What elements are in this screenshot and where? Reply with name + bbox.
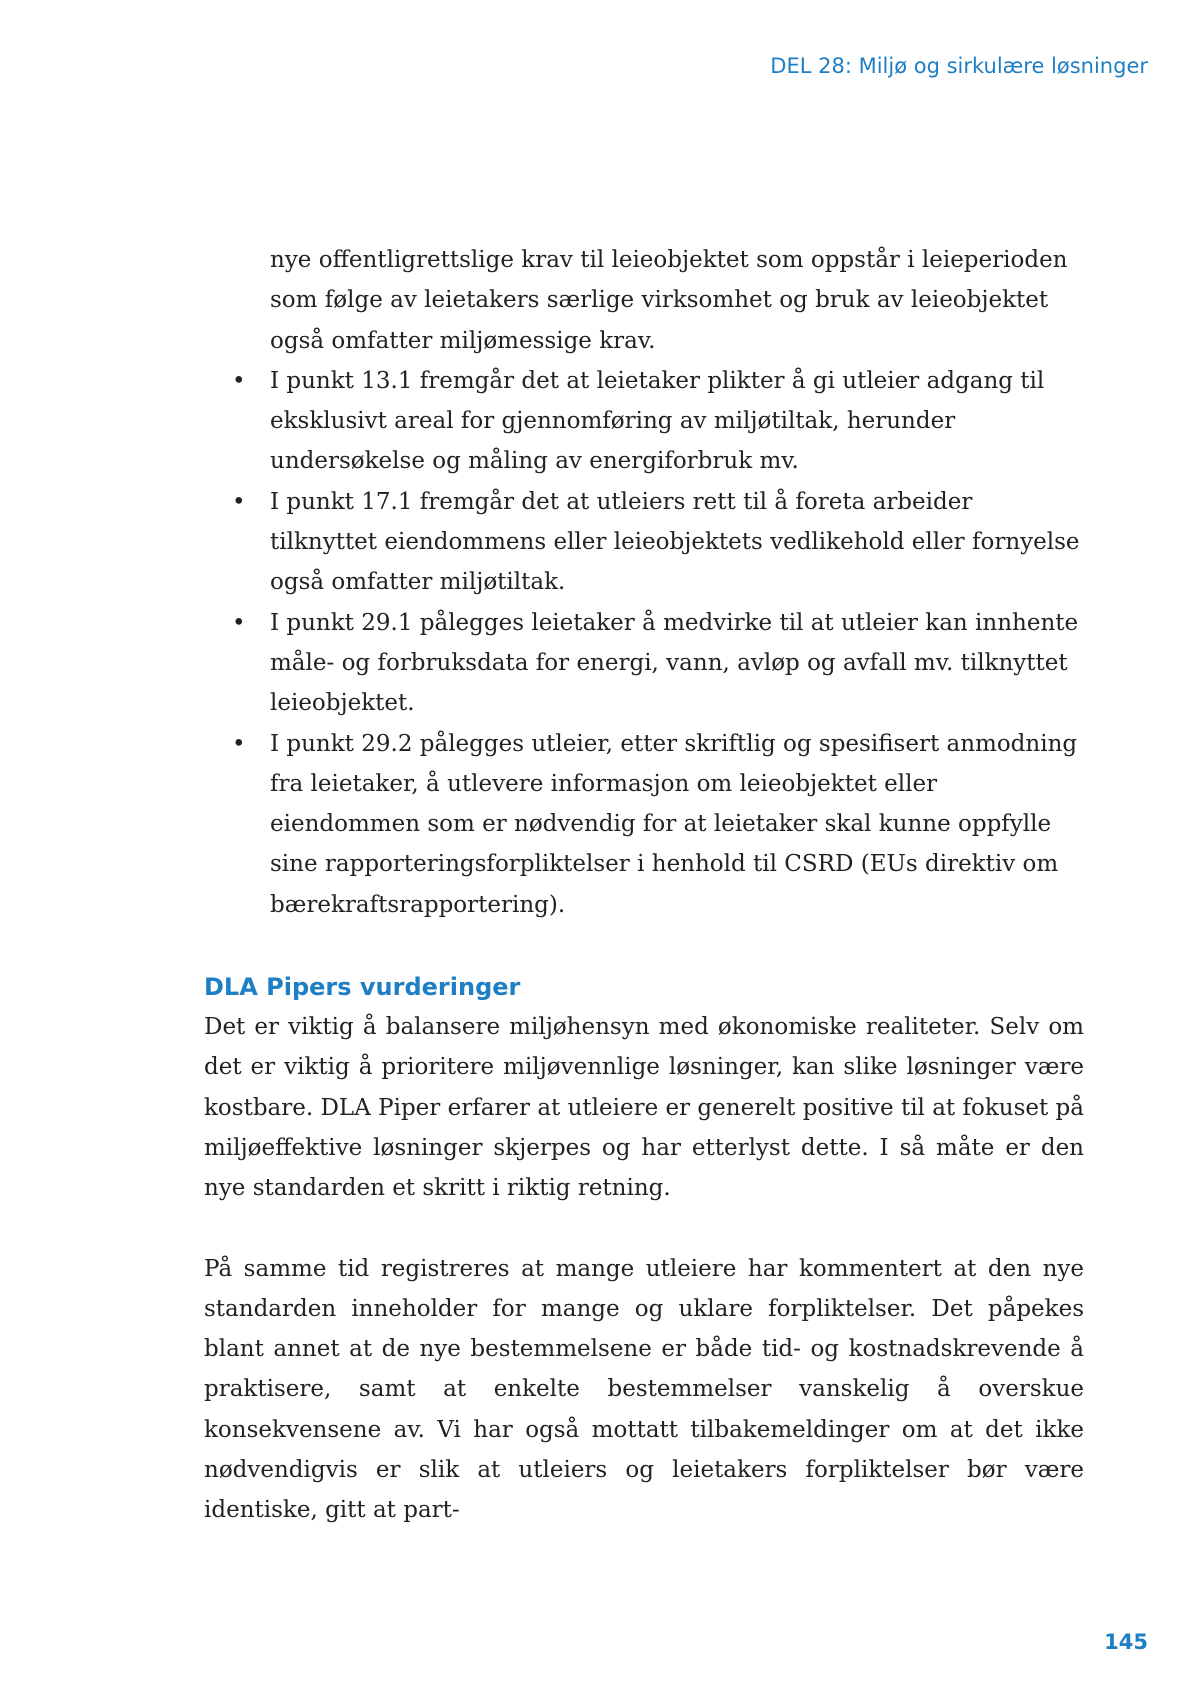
bullet-dot: • xyxy=(232,488,246,515)
body-paragraph: På samme tid registreres at mange utleiere har kommentert at den nye standarden inneholder for mange og uklare forpliktelser. Det påpekes blant annet at de nye bestemmelsene er både tid- og kostnadskrevende å praktisere, samt at enkelte bestemmelser vanskelig å overskue konsekvensene av. Vi har også mottatt tilbakemeldinger om at det ikke nødvendigvis er slik at utleiers og leietakers forpliktelser bør være identiske, gitt at part- xyxy=(204,1255,1084,1524)
continued-bullet-text: nye offentligrettslige krav til leieobjektet som oppstår i leieperioden som følge av leietakers særlige virksomhet og bruk av leieobjektet også omfatter miljømessige krav. xyxy=(270,247,1068,354)
bullet-text: I punkt 29.2 pålegges utleier, etter skriftlig og spesifisert anmodning fra leietaker, å utlevere informasjon om leieobjektet eller eiendommen som er nødvendig for at leietaker skal kunne oppfylle sine rapporteringsforpliktelser i henhold til CSRD (EUs direktiv om bærekraftsrapportering). xyxy=(270,730,1078,918)
section-heading: DLA Pipers vurderinger xyxy=(204,973,521,1002)
body-paragraph: Det er viktig å balansere miljøhensyn med økonomiske realiteter. Selv om det er viktig å prioritere miljøvennlige løsninger, kan slike løsninger være kostbare. DLA Piper erfarer at utleiere er generelt positive til at fokuset på miljøeffektive løsninger skjerpes og har etterlyst dette. I så måte er den nye standarden et skritt i riktig retning. xyxy=(204,1014,1084,1202)
bullet-item xyxy=(204,603,1084,724)
bullet-text: I punkt 29.1 pålegges leietaker å medvirke til at utleier kan innhente måle- og forbruksdata for energi, vann, avløp og avfall mv. tilknyttet leieobjektet. xyxy=(270,609,1079,717)
bullet-text: I punkt 13.1 fremgår det at leietaker plikter å gi utleier adgang til eksklusivt areal for gjennomføring av miljøtiltak, herunder undersøkelse og måling av energiforbruk mv. xyxy=(270,367,1045,475)
bullet-text: I punkt 17.1 fremgår det at utleiers rett til å foreta arbeider tilknyttet eiendommens eller leieobjektets vedlikehold eller fornyelse også omfatter miljøtiltak. xyxy=(270,488,1080,596)
bullet-dot: • xyxy=(232,367,246,394)
running-header: DEL 28: Miljø og sirkulære løsninger xyxy=(770,54,1148,78)
bullet-dot: • xyxy=(232,730,246,757)
bullet-item xyxy=(204,361,1084,482)
page-content xyxy=(204,240,1084,1531)
page-number: 145 xyxy=(1104,1630,1148,1654)
bullet-item xyxy=(204,724,1084,925)
bullet-dot: • xyxy=(232,609,246,636)
bullet-item xyxy=(204,482,1084,603)
bullet-list xyxy=(204,361,1084,925)
